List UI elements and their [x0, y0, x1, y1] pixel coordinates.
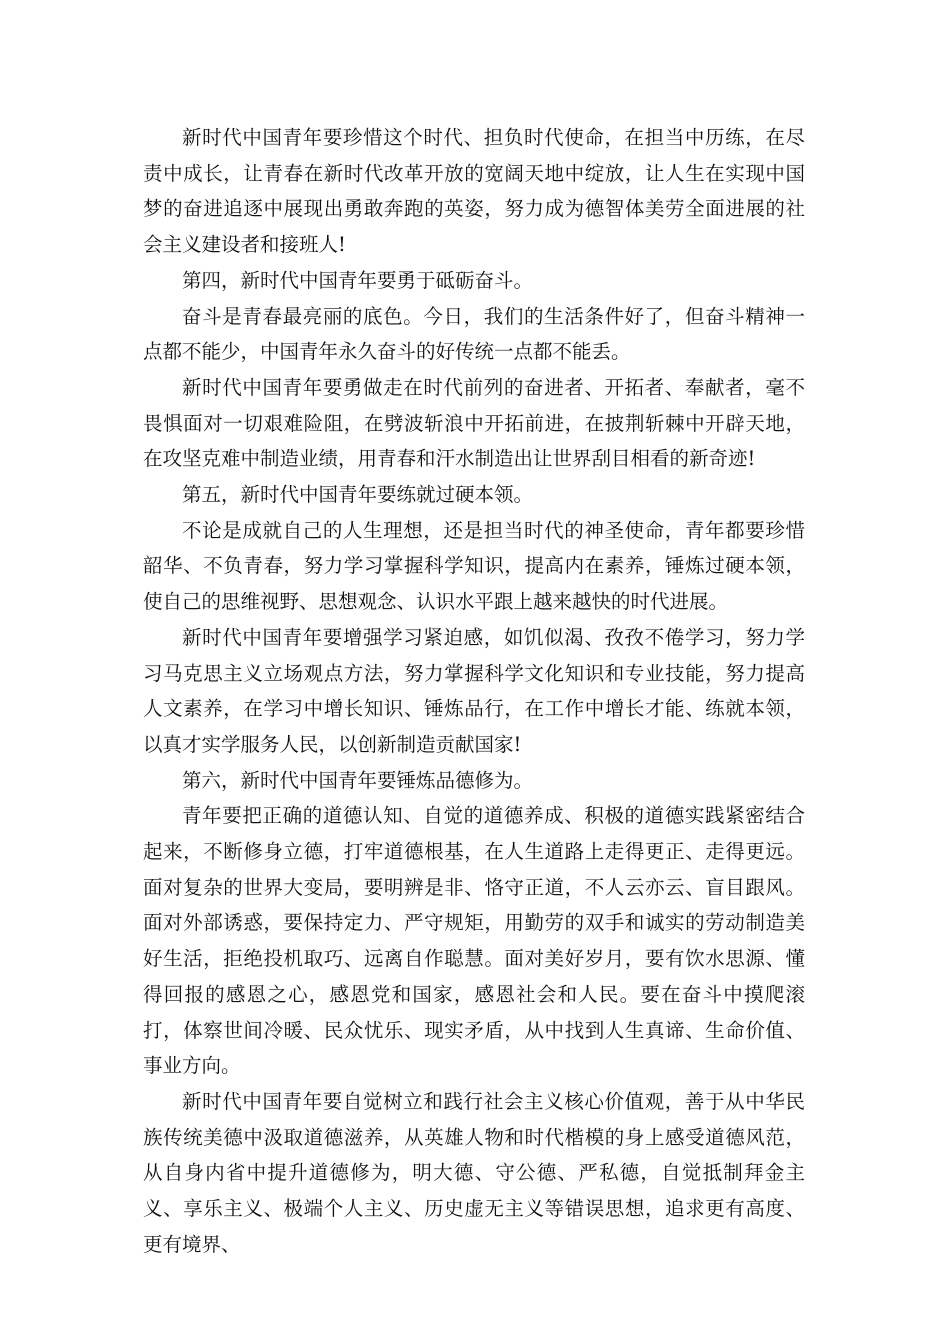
paragraph: 新时代中国青年要勇做走在时代前列的奋进者、开拓者、奉献者，毫不畏惧面对一切艰难险阻，在劈波斩浪中开拓前进，在披荆斩棘中开辟天地，在攻坚克难中制造业绩，用青春和汗水制造出让世界刮目相看的新奇迹! — [143, 375, 805, 471]
paragraph: 不论是成就自己的人生理想，还是担当时代的神圣使命，青年都要珍惜韶华、不负青春，努力学习掌握科学知识，提高内在素养，锤炼过硬本领，使自己的思维视野、思想观念、认识水平跟上越来越快的时代进展。 — [143, 518, 805, 614]
section-heading-5: 第五，新时代中国青年要练就过硬本领。 — [182, 483, 534, 507]
paragraph: 青年要把正确的道德认知、自觉的道德养成、积极的道德实践紧密结合起来，不断修身立德，打牢道德根基，在人生道路上走得更正、走得更远。面对复杂的世界大变局，要明辨是非、恪守正道，不人云亦云、盲目跟风。面对外部诱惑，要保持定力、严守规矩，用勤劳的双手和诚实的劳动制造美好生活，拒绝投机取巧、远离自作聪慧。面对美好岁月，要有饮水思源、懂得回报的感恩之心，感恩党和国家，感恩社会和人民。要在奋斗中摸爬滚打，体察世间冷暖、民众忧乐、现实矛盾，从中找到人生真谛、生命价值、事业方向。 — [143, 804, 805, 1078]
paragraph: 奋斗是青春最亮丽的底色。今日，我们的生活条件好了，但奋斗精神一点都不能少，中国青年永久奋斗的好传统一点都不能丢。 — [143, 304, 805, 364]
document-body — [143, 120, 805, 1263]
section-heading-4: 第四，新时代中国青年要勇于砥砺奋斗。 — [182, 268, 534, 292]
paragraph: 新时代中国青年要自觉树立和践行社会主义核心价值观，善于从中华民族传统美德中汲取道德滋养，从英雄人物和时代楷模的身上感受道德风范，从自身内省中提升道德修为，明大德、守公德、严私德，自觉抵制拜金主义、享乐主义、极端个人主义、历史虚无主义等错误思想，追求更有高度、更有境界、 — [143, 1089, 805, 1256]
paragraph: 新时代中国青年要珍惜这个时代、担负时代使命，在担当中历练，在尽责中成长，让青春在新时代改革开放的宽阔天地中绽放，让人生在实现中国梦的奋进追逐中展现出勇敢奔跑的英姿，努力成为德智体美劳全面进展的社会主义建设者和接班人! — [143, 126, 805, 257]
paragraph: 新时代中国青年要增强学习紧迫感，如饥似渴、孜孜不倦学习，努力学习马克思主义立场观点方法，努力掌握科学文化知识和专业技能，努力提高人文素养，在学习中增长知识、锤炼品行，在工作中增长才能、练就本领，以真才实学服务人民，以创新制造贡献国家! — [143, 625, 805, 756]
section-heading-6: 第六，新时代中国青年要锤炼品德修为。 — [182, 768, 534, 792]
